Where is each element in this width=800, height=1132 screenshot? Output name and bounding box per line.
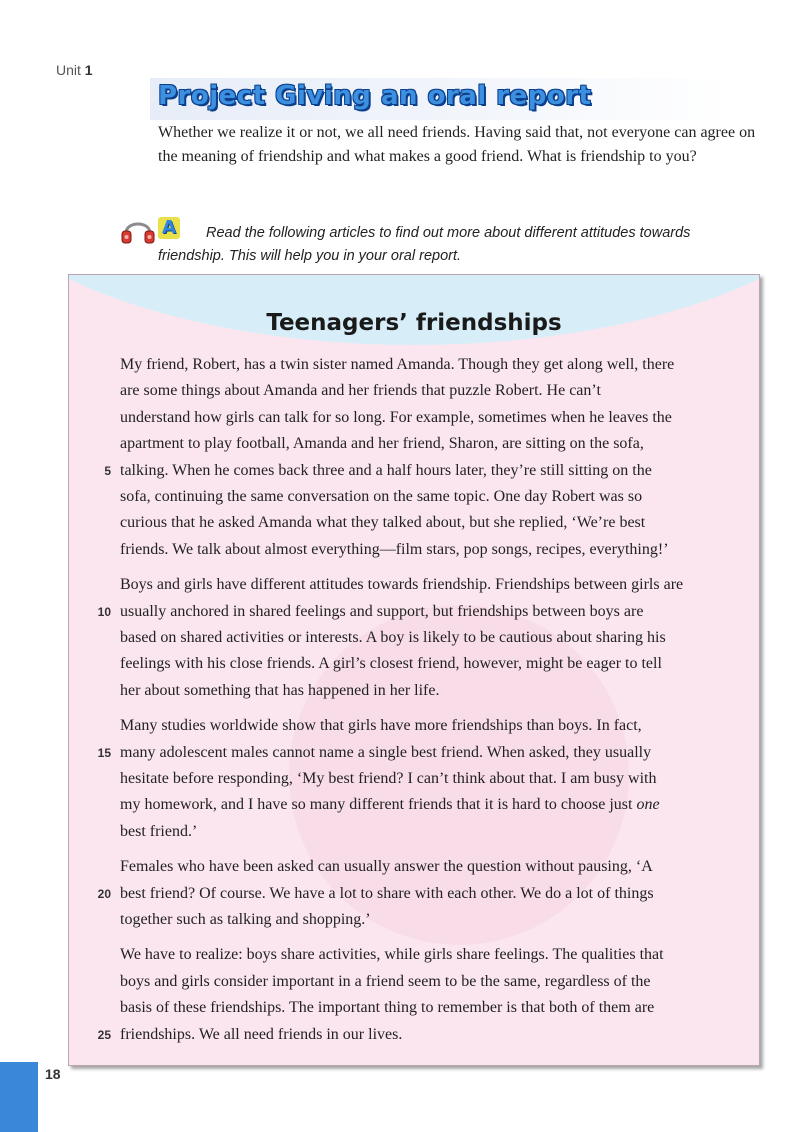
page-tab	[0, 1062, 38, 1132]
article-line	[120, 1025, 402, 1045]
article-line-text: friends. We talk about almost everything—film stars, pop songs, recipes, everything!’	[120, 540, 669, 558]
page-number: 18	[45, 1066, 61, 1082]
article-line	[120, 461, 652, 481]
article-line	[120, 408, 672, 428]
article-line-text: talking. When he comes back three and a half hours later, they’re still sitting on the	[120, 461, 652, 479]
emphasized-word: one	[636, 796, 660, 814]
article-line-text: her about something that has happened in her life.	[120, 681, 440, 699]
unit-label	[56, 62, 93, 78]
article-line	[120, 795, 660, 815]
line-number: 25	[97, 1027, 111, 1042]
page-title: Project Giving an oral report	[158, 81, 592, 111]
article-line	[120, 910, 371, 930]
article-line	[120, 434, 644, 454]
article-line-text: Many studies worldwide show that girls have more friendships than boys. In fact,	[120, 717, 642, 735]
line-number: 10	[97, 604, 111, 619]
article-line	[120, 945, 664, 965]
article-line	[120, 575, 683, 595]
intro-paragraph: Whether we realize it or not, we all need friends. Having said that, not everyone can agree on the meaning of friendship and what makes a good friend. What is friendship to you?	[158, 124, 756, 165]
article-line	[120, 884, 654, 904]
article-line	[120, 602, 643, 622]
article-line-text: feelings with his close friends. A girl’s closest friend, however, might be eager to tell	[120, 655, 662, 673]
article-line-text: hesitate before responding, ‘My best friend? I can’t think about that. I am busy with	[120, 770, 657, 787]
article-line-text: best friend? Of course. We have a lot to share with each other. We do a lot of things	[120, 884, 654, 902]
article-line	[120, 857, 653, 877]
article-line	[120, 716, 642, 736]
article-title: Teenagers’ friendships	[266, 310, 562, 336]
article-line-text: basis of these friendships. The important thing to remember is that both of them are	[120, 999, 655, 1017]
article-line-text: boys and girls consider important in a friend seem to be the same, regardless of the	[120, 972, 651, 990]
article-line	[120, 381, 601, 401]
article-line-text: curious that he asked Amanda what they talked about, but she replied, ‘We’re best	[120, 514, 646, 532]
article-line-text: Boys and girls have different attitudes towards friendship. Friendships between girls are	[120, 576, 684, 594]
article-line	[120, 998, 654, 1018]
article-line	[120, 540, 669, 560]
headphones-icon	[120, 215, 156, 247]
article-line-text: apartment to play football, Amanda and her friend, Sharon, are sitting on the sofa,	[120, 435, 644, 453]
line-number: 20	[97, 886, 111, 901]
article-line-text: my homework, and I have so many different friends that it is hard to choose just	[120, 796, 637, 814]
article-line-text: many adolescent males cannot name a single best friend. When asked, they usually	[120, 743, 652, 761]
article-line	[120, 822, 197, 842]
article-line-text: My friend, Robert, has a twin sister named Amanda. Though they get along well, there	[120, 356, 675, 373]
article-line	[120, 681, 439, 701]
article-line-text: We have to realize: boys share activities, while girls share feelings. The qualities that	[120, 946, 664, 964]
article-line-text: based on shared activities or interests. A boy is likely to be cautious about sharing his	[120, 629, 666, 646]
article-line-text: best friend.’	[120, 822, 198, 840]
article-line-text: understand how girls can talk for so long. For example, sometimes when he leaves the	[120, 408, 672, 426]
article-line-text: Females who have been asked can usually answer the question without pausing, ‘A	[120, 858, 653, 876]
article-line	[120, 769, 656, 789]
line-number: 5	[104, 463, 111, 478]
article-line	[120, 628, 666, 648]
article-line	[120, 513, 645, 533]
article-line-text: together such as talking and shopping.’	[120, 911, 371, 928]
article-line-text: usually anchored in shared feelings and support, but friendships between boys are	[120, 602, 644, 620]
unit-label-text: Unit	[56, 62, 81, 78]
task-instruction: Read the following articles to find out more about different attitudes towards friendship. This will help you in your oral report.	[158, 225, 691, 264]
article-line-text: sofa, continuing the same conversation on the same topic. One day Robert was so	[120, 488, 643, 505]
task-letter-badge: A	[158, 217, 180, 239]
article-line	[120, 743, 651, 763]
unit-number: 1	[84, 62, 93, 78]
line-number: 15	[97, 745, 111, 760]
article-line	[120, 355, 674, 375]
article-panel	[68, 274, 760, 1066]
article-line	[120, 972, 651, 992]
article-line-text: friendships. We all need friends in our lives.	[120, 1025, 403, 1043]
article-line	[120, 654, 662, 674]
article-line-text: are some things about Amanda and her friends that puzzle Robert. He can’t	[120, 382, 601, 400]
article-line	[120, 487, 642, 507]
